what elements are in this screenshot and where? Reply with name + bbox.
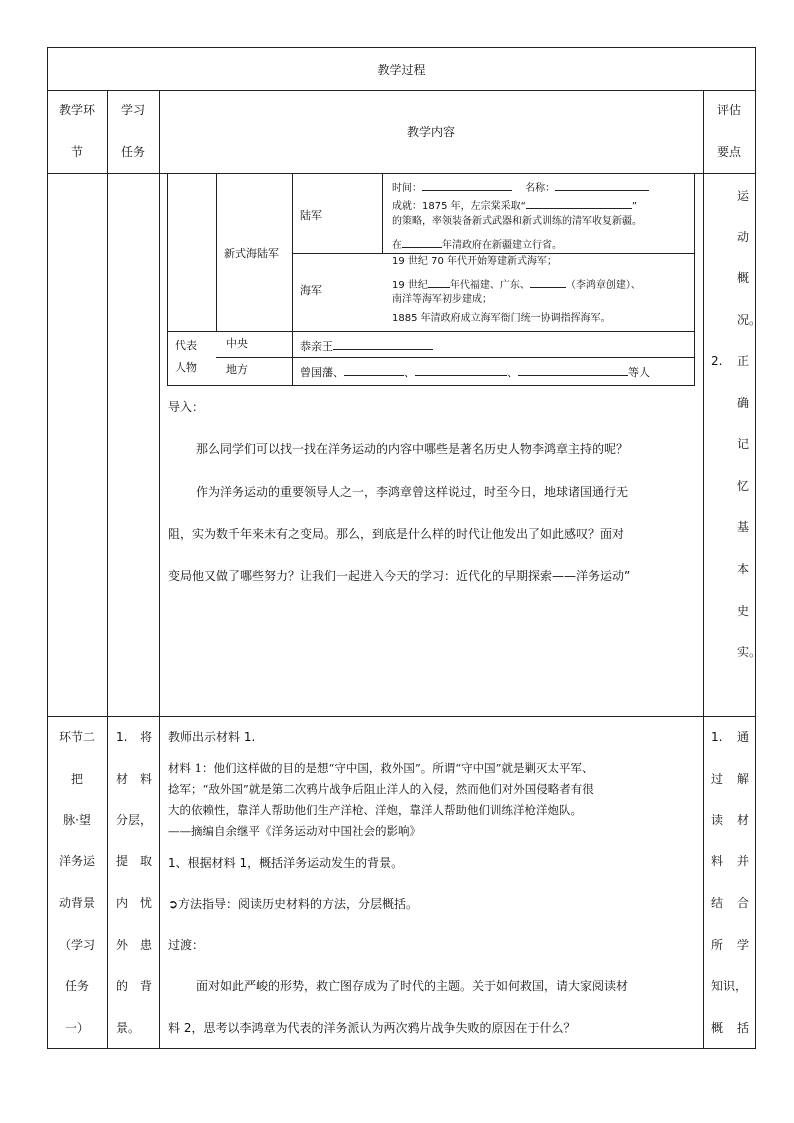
eval1-11: 史 — [737, 604, 750, 618]
eval2-5: 材 — [737, 813, 750, 827]
eval2-10: 所 — [711, 938, 724, 952]
rep-label-1: 代表 — [175, 339, 197, 352]
task2-11: 的 — [116, 979, 129, 993]
outer-top — [47, 47, 756, 48]
material1-line1: 材料 1：他们这样做的目的是想“守中国，救外国”。所谓“守中国”就是剿灭太平军、 — [168, 761, 594, 775]
task2-12: 背 — [140, 979, 153, 993]
task2-8: 忧 — [140, 896, 153, 910]
task2-13: 景。 — [116, 1021, 141, 1035]
page-title: 教学过程 — [377, 63, 426, 77]
intro-p2-line3: 变局他又做了哪些努力？让我们一起进入今天的学习：近代化的早期探索——洋务运动” — [168, 569, 631, 583]
eval2-9: 合 — [737, 896, 750, 910]
eval2-0: 1. — [711, 730, 723, 744]
inner-group-label: 新式海陆军 — [224, 247, 279, 260]
navy-line-1: 19 世纪 70 年代开始筹建新式海军； — [392, 256, 557, 267]
stage2-7: 一） — [64, 1021, 89, 1035]
eval1-1: 动 — [737, 230, 750, 244]
header-eval-line1: 评估 — [716, 103, 741, 117]
local-value: 曾国藩、 、 、 等人 — [300, 366, 650, 379]
intro-p2-line1: 作为洋务运动的重要领导人之一，李鸿章曾这样说过，时至今日，地球诸国通行无 — [196, 485, 629, 499]
header-stage-line2: 节 — [70, 145, 83, 159]
transition-line1: 面对如此严峻的形势，救亡图存成为了时代的主题。关于如何救国，请大家阅读材 — [196, 979, 629, 993]
eval2-4: 读 — [711, 813, 724, 827]
eval1-9: 基 — [737, 520, 750, 534]
army-line-4: 在 年清政府在新疆建立行省。 — [392, 236, 562, 251]
stage2-3: 洋务运 — [58, 854, 95, 868]
eval1-6: 确 — [737, 396, 750, 410]
title-row-bottom — [47, 90, 756, 91]
outer-bottom — [47, 1048, 756, 1049]
task2-6: 取 — [140, 854, 153, 868]
navy-label: 海军 — [300, 284, 322, 297]
material1-line2: 捻军；“敌外国”就是第二次鸦片战争后阻止洋人的入侵，然而他们对外国侵略者有很 — [168, 782, 594, 796]
eval1-0: 运 — [737, 189, 750, 203]
eval2-12: 知识， — [711, 979, 748, 993]
eval1-2: 概 — [737, 271, 750, 285]
eval1-7: 记 — [737, 437, 750, 451]
local-label: 地方 — [226, 363, 248, 376]
eval2-11: 学 — [737, 938, 750, 952]
stage2-4: 动背景 — [58, 896, 95, 910]
central-value: 恭亲王 — [300, 338, 433, 352]
eval1-5: 正 — [737, 354, 750, 368]
material1-source: ——摘编自余继平《洋务运动对中国社会的影响》 — [168, 824, 421, 838]
eval1-10: 本 — [737, 562, 750, 576]
transition-heading: 过渡： — [168, 938, 205, 952]
task2-5: 提 — [116, 854, 129, 868]
header-stage-line1: 教学环 — [58, 103, 95, 117]
eval2-7: 并 — [737, 854, 750, 868]
col-line-1 — [107, 90, 108, 1049]
eval2-6: 料 — [711, 854, 724, 868]
eval2-3: 解 — [737, 772, 750, 786]
central-label: 中央 — [226, 337, 248, 350]
eval2-8: 结 — [711, 896, 724, 910]
outer-right — [755, 47, 756, 1049]
col-line-2 — [159, 90, 160, 1049]
task2-10: 患 — [140, 938, 153, 952]
stage2-0: 环节二 — [58, 730, 95, 744]
task2-3: 料 — [140, 772, 153, 786]
eval2-14: 括 — [737, 1021, 750, 1035]
task2-4: 分层， — [116, 813, 153, 827]
army-line-3: 的策略，率领装备新式武器和新式训练的清军收复新疆。 — [392, 216, 642, 227]
stage2-1: 把 — [70, 772, 83, 786]
content2-l1: 教师出示材料 1. — [168, 730, 256, 744]
row1-bottom — [47, 716, 756, 717]
task2-1: 将 — [140, 730, 153, 744]
task2-9: 外 — [116, 938, 129, 952]
army-line-2: 成就：1875 年，左宗棠采取“ ” — [392, 197, 637, 212]
stage2-5: （学习 — [58, 938, 95, 952]
stage2-6: 任务 — [64, 979, 89, 993]
task2-0: 1. — [116, 730, 128, 744]
eval1-3: 况。 — [737, 313, 762, 327]
eval1-8: 忆 — [737, 479, 750, 493]
navy-line-4: 1885 年清政府成立海军衙门统一协调指挥海军。 — [392, 313, 611, 324]
army-line-1: 时间： 名称： — [392, 179, 649, 194]
material1-line3: 大的依赖性，靠洋人帮助他们生产洋枪、洋炮，靠洋人帮助他们训练洋枪洋炮队。 — [168, 803, 582, 817]
eval2-2: 过 — [711, 772, 724, 786]
header-content: 教学内容 — [406, 125, 455, 139]
eval1-12: 实。 — [737, 645, 762, 659]
header-eval-line2: 要点 — [716, 145, 741, 159]
question-1: 1、根据材料 1，概括洋务运动发生的背景。 — [168, 856, 404, 870]
col-line-3 — [703, 90, 704, 1049]
eval2-13: 概 — [711, 1021, 724, 1035]
eval1-4: 2. — [711, 354, 723, 368]
army-label: 陆军 — [300, 209, 322, 222]
eval2-1: 通 — [737, 730, 750, 744]
navy-line-3: 南洋等海军初步建成； — [392, 294, 492, 305]
intro-heading: 导入： — [168, 400, 205, 414]
stage2-2: 脉·望 — [63, 813, 91, 827]
intro-p2-line2: 阻，实为数千年来未有之变局。那么，到底是什么样的时代让他发出了如此感叹？面对 — [168, 527, 625, 541]
task2-2: 材 — [116, 772, 129, 786]
navy-line-2: 19 世纪 年代福建、广东、 （李鸿章创建）、 — [392, 276, 641, 291]
intro-p1: 那么同学们可以找一找在洋务运动的内容中哪些是著名历史人物李鸿章主持的呢？ — [196, 442, 629, 456]
method-guide: ➲方法指导：阅读历史材料的方法，分层概括。 — [168, 897, 419, 911]
transition-line2: 料 2，思考以李鸿章为代表的洋务派认为两次鸦片战争失败的原因在于什么？ — [168, 1021, 576, 1035]
rep-label-2: 人物 — [175, 361, 197, 374]
header-task-line2: 任务 — [120, 145, 145, 159]
header-task-line1: 学习 — [120, 103, 145, 117]
task2-7: 内 — [116, 896, 129, 910]
